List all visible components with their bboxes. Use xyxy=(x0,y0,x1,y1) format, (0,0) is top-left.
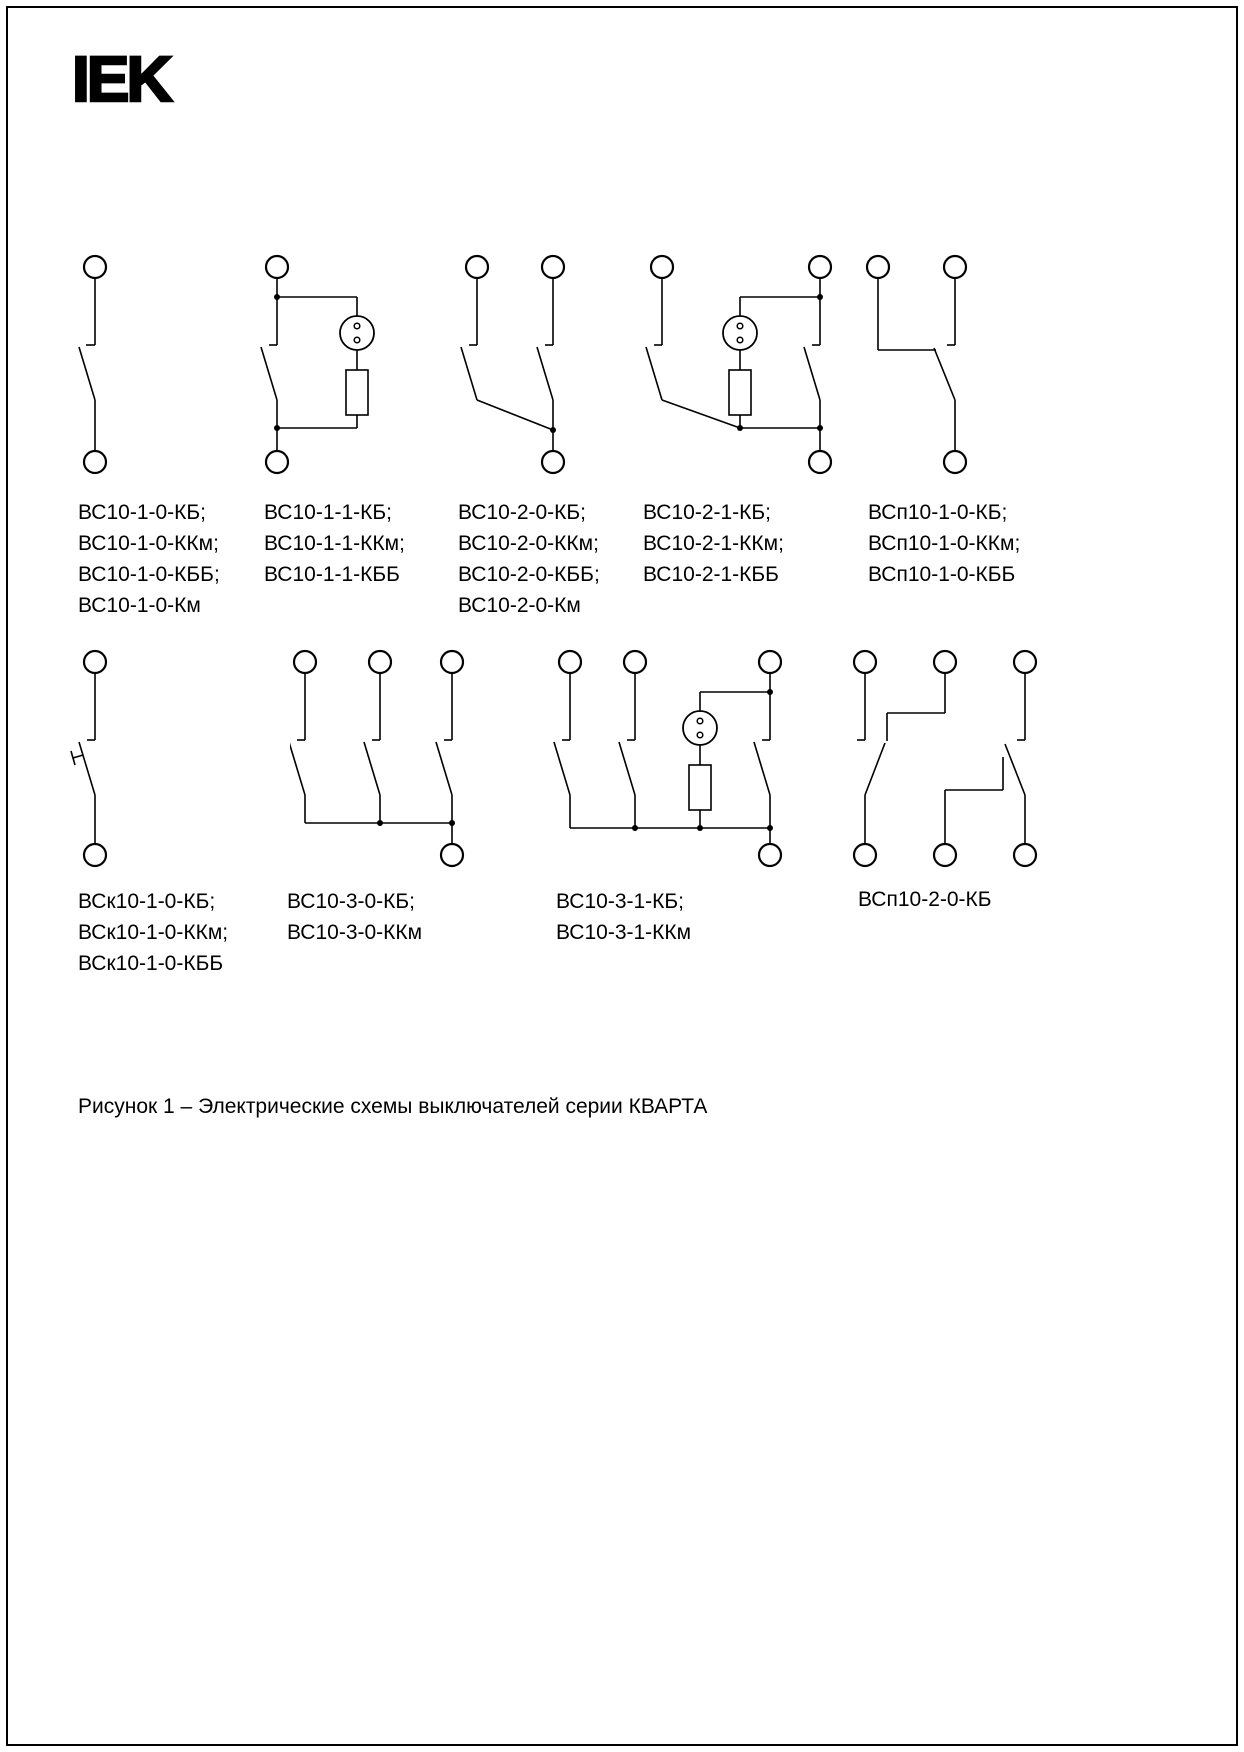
switch-blade xyxy=(646,347,662,400)
junction-dot xyxy=(377,820,383,826)
resistor-icon xyxy=(346,370,368,415)
diagram-label: ВСк10-1-0-КББ xyxy=(78,952,224,975)
diagram-label: ВС10-1-1-КБ; xyxy=(264,501,393,524)
schematic-vs10-2-1 xyxy=(640,248,840,480)
schematic-vs10-3-0 xyxy=(290,645,470,875)
junction-dot xyxy=(632,825,638,831)
diagram-label: ВС10-2-1-КББ xyxy=(643,563,779,586)
diagram-label: ВС10-2-0-КББ; xyxy=(458,563,600,586)
page-border xyxy=(6,6,1238,1746)
lamp-electrode xyxy=(697,732,703,738)
switch-blade xyxy=(79,347,95,400)
indicator-lamp-icon xyxy=(723,316,757,350)
diagram-label: ВС10-1-1-КББ xyxy=(264,563,400,586)
diagram-label: ВС10-3-1-ККм xyxy=(556,921,692,944)
terminal xyxy=(441,844,463,866)
terminal xyxy=(84,651,106,673)
terminal xyxy=(294,651,316,673)
diagram-label: ВС10-1-0-Км xyxy=(78,594,201,617)
diagram-label: ВС10-2-0-КБ; xyxy=(458,501,587,524)
junction-dot xyxy=(767,825,773,831)
terminal xyxy=(542,451,564,473)
lamp-electrode xyxy=(697,718,703,724)
terminal xyxy=(944,451,966,473)
figure-caption: Рисунок 1 – Электрические схемы выключателей серии КВАРТА xyxy=(78,1095,708,1118)
terminal xyxy=(809,451,831,473)
diagram-label: ВС10-2-1-КБ; xyxy=(643,501,772,524)
terminal xyxy=(759,651,781,673)
schematic-vsp10-2-0 xyxy=(845,645,1045,875)
label-group-vs10-2-1 xyxy=(643,497,784,590)
switch-blade xyxy=(436,742,452,795)
switch-blade xyxy=(461,347,477,400)
resistor-icon xyxy=(729,370,751,415)
lamp-electrode xyxy=(354,337,360,343)
diagram-label: ВСп10-1-0-КБ; xyxy=(868,501,1008,524)
terminal xyxy=(759,844,781,866)
lamp-electrode xyxy=(737,337,743,343)
switch-blade xyxy=(79,742,95,795)
terminal xyxy=(854,651,876,673)
label-group-vs10-3-0 xyxy=(287,886,422,948)
lamp-electrode xyxy=(354,323,360,329)
diagram-label: ВС10-1-1-ККм; xyxy=(264,532,405,555)
terminal xyxy=(809,256,831,278)
terminal xyxy=(559,651,581,673)
schematic-vs10-1-1 xyxy=(250,248,380,480)
resistor-icon xyxy=(689,765,711,810)
terminal xyxy=(542,256,564,278)
terminal xyxy=(466,256,488,278)
terminal xyxy=(944,256,966,278)
indicator-lamp-icon xyxy=(340,316,374,350)
label-group-vs10-1-0 xyxy=(78,497,220,621)
terminal xyxy=(854,844,876,866)
terminal xyxy=(441,651,463,673)
schematic-vs10-3-1 xyxy=(550,645,790,875)
label-group-vsk10-1-0 xyxy=(78,886,228,979)
switch-blade xyxy=(1005,744,1025,795)
terminal xyxy=(867,256,889,278)
switch-blade xyxy=(261,347,277,400)
switch-blade xyxy=(364,742,380,795)
diagram-label: ВС10-1-0-КББ; xyxy=(78,563,220,586)
diagram-label: ВСп10-2-0-КБ xyxy=(858,888,992,911)
diagram-label: ВС10-2-0-Км xyxy=(458,594,581,617)
switch-blade xyxy=(537,347,553,400)
switch-blade xyxy=(290,742,305,795)
junction-dot xyxy=(767,689,773,695)
switch-blade xyxy=(754,742,770,795)
junction-dot xyxy=(550,427,556,433)
diagram-label: ВСп10-1-0-ККм; xyxy=(868,532,1021,555)
switch-blade xyxy=(804,347,820,400)
diagram-label: ВС10-2-1-ККм; xyxy=(643,532,784,555)
terminal xyxy=(84,256,106,278)
terminal xyxy=(934,844,956,866)
iek-logo: IEK xyxy=(72,43,170,115)
diagram-label: ВСп10-1-0-КББ xyxy=(868,563,1016,586)
switch-blade xyxy=(554,742,570,795)
junction-dot xyxy=(449,820,455,826)
terminal xyxy=(369,651,391,673)
label-group-vs10-3-1 xyxy=(556,886,691,948)
schematic-vsk10-1-0 xyxy=(60,645,130,875)
diagram-label: ВС10-2-0-ККм; xyxy=(458,532,599,555)
terminal xyxy=(1014,651,1036,673)
diagram-label: ВС10-1-0-ККм; xyxy=(78,532,219,555)
diagram-label: ВСк10-1-0-ККм; xyxy=(78,921,229,944)
switch-blade xyxy=(934,348,955,400)
terminal xyxy=(651,256,673,278)
label-group-vsp10-1-0 xyxy=(868,497,1020,590)
schematic-vsp10-1-0 xyxy=(860,248,980,480)
terminal xyxy=(84,844,106,866)
terminal xyxy=(934,651,956,673)
diagram-label: ВСк10-1-0-КБ; xyxy=(78,890,216,913)
terminal xyxy=(266,256,288,278)
diagram-label: ВС10-3-0-КБ; xyxy=(287,890,416,913)
diagram-label: ВС10-1-0-КБ; xyxy=(78,501,207,524)
cord-actuator-icon xyxy=(73,755,83,758)
terminal xyxy=(266,451,288,473)
label-group-vs10-1-1 xyxy=(264,497,405,590)
diagram-label: ВС10-3-1-КБ; xyxy=(556,890,685,913)
switch-blade xyxy=(619,742,635,795)
switch-blade xyxy=(865,743,885,795)
terminal xyxy=(1014,844,1036,866)
indicator-lamp-icon xyxy=(683,711,717,745)
lamp-electrode xyxy=(737,323,743,329)
diagram-label: ВС10-3-0-ККм xyxy=(287,921,423,944)
schematic-vs10-1-0 xyxy=(60,248,130,480)
terminal xyxy=(84,451,106,473)
label-group-vsp10-2-0 xyxy=(858,884,992,915)
label-group-vs10-2-0 xyxy=(458,497,600,621)
schematic-vs10-2-0 xyxy=(455,248,575,480)
terminal xyxy=(624,651,646,673)
